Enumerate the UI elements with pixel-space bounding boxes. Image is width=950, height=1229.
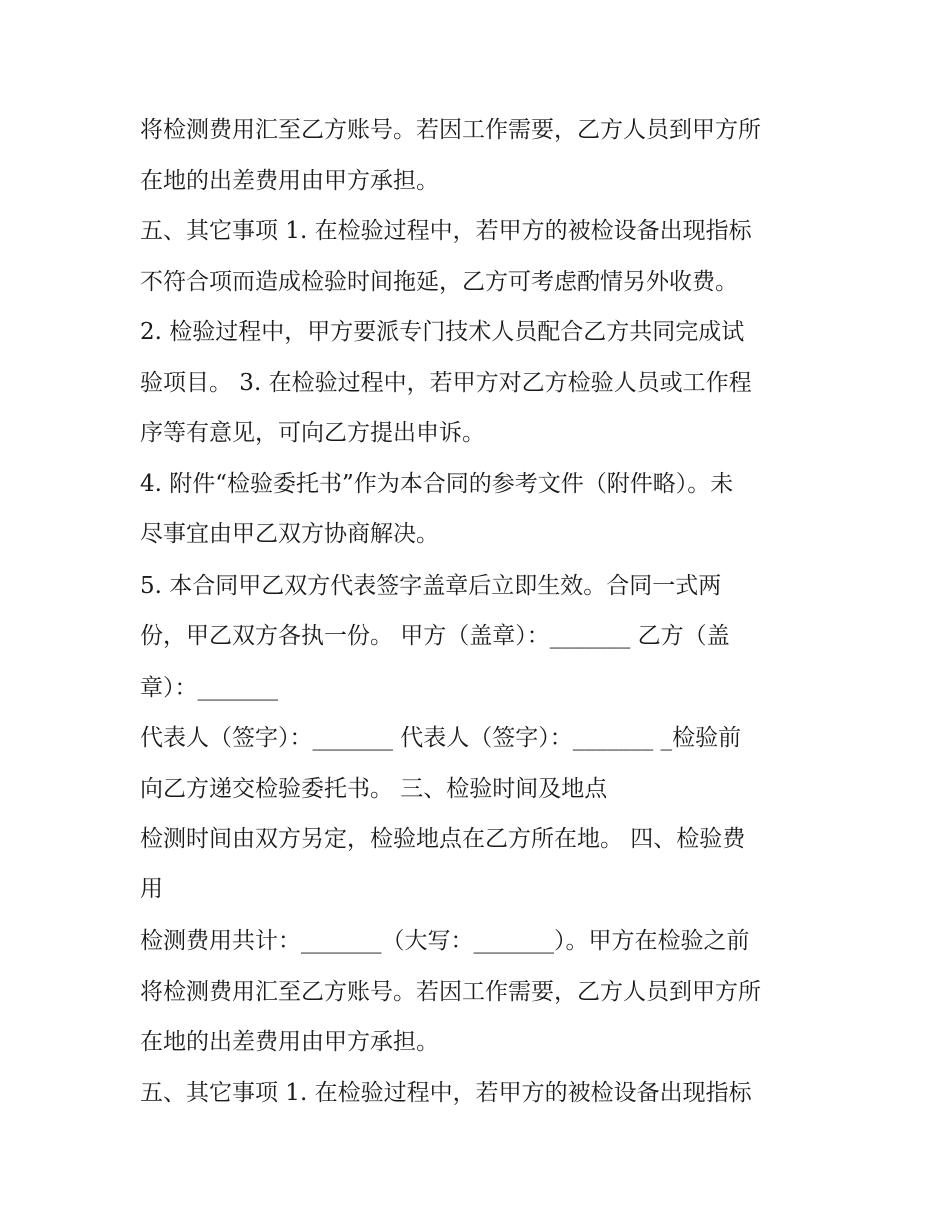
text-line: 序等有意见，可向乙方提出申诉。 — [140, 420, 485, 446]
text-line: 将检测费用汇至乙方账号。若因工作需要，乙方人员到甲方所 — [140, 979, 761, 1005]
text-line: 不符合项而造成检验时间拖延，乙方可考虑酌情另外收费。 — [140, 269, 738, 295]
text-line: 2. 检验过程中，甲方要派专门技术人员配合乙方共同完成试 — [140, 319, 745, 345]
text-line: 验项目。 3. 在检验过程中，若甲方对乙方检验人员或工作程 — [140, 370, 752, 396]
text-line: 检测时间由双方另定，检验地点在乙方所在地。 四、检验费 — [140, 826, 746, 852]
text-line: 五、其它事项 1. 在检验过程中，若甲方的被检设备出现指标 — [140, 218, 752, 244]
text-line: 章）：_______ — [140, 675, 278, 701]
text-line: 4. 附件“检验委托书”作为本合同的参考文件（附件略）。未 — [140, 471, 734, 497]
text-line: 5. 本合同甲乙双方代表签字盖章后立即生效。合同一式两 — [140, 573, 722, 599]
text-line: 代表人（签字）：_______ 代表人（签字）：_______ _检验前 — [140, 725, 742, 751]
text-line: 将检测费用汇至乙方账号。若因工作需要，乙方人员到甲方所 — [140, 117, 761, 143]
text-line: 在地的出差费用由甲方承担。 — [140, 1029, 439, 1055]
text-line: 五、其它事项 1. 在检验过程中，若甲方的被检设备出现指标 — [140, 1080, 752, 1106]
text-line: 用 — [140, 876, 163, 902]
text-line: 份，甲乙双方各执一份。 甲方（盖章）：_______ 乙方（盖 — [140, 623, 730, 649]
text-line: 尽事宜由甲乙双方协商解决。 — [140, 521, 439, 547]
text-line: 向乙方递交检验委托书。 三、检验时间及地点 — [140, 776, 608, 802]
text-line: 检测费用共计：_______（大写：_______）。甲方在检验之前 — [140, 928, 750, 954]
text-line: 在地的出差费用由甲方承担。 — [140, 168, 439, 194]
